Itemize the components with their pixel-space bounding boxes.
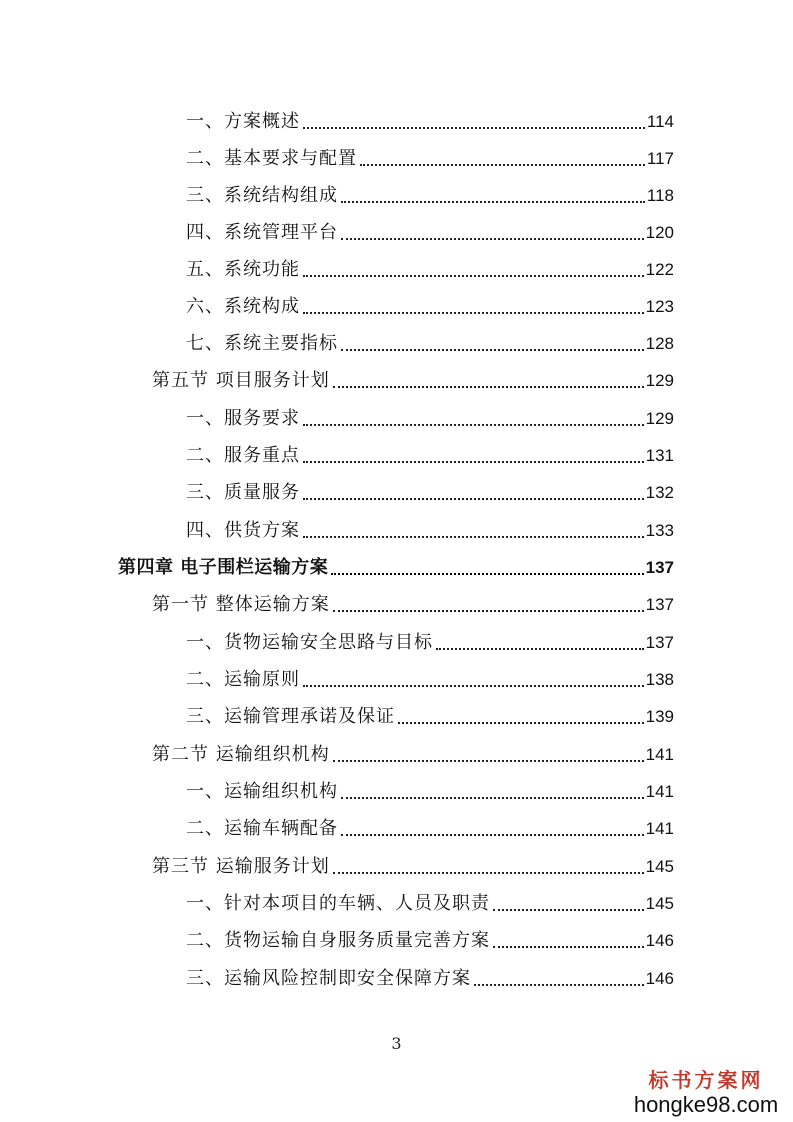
toc-entry-page: 123 [645, 297, 674, 316]
toc-entry-title: 二、运输原则 [186, 669, 300, 690]
dot-leader [341, 797, 644, 799]
toc-entry-title: 二、基本要求与配置 [186, 148, 357, 169]
toc-entry-page: 139 [645, 707, 674, 726]
toc-entry-title: 二、运输车辆配备 [186, 818, 338, 839]
dot-leader [333, 610, 644, 612]
toc-entry-chapter[interactable] [118, 549, 674, 579]
toc-entry-title: 七、系统主要指标 [186, 333, 338, 354]
toc-entry[interactable] [186, 437, 674, 467]
toc-entry-section[interactable] [152, 848, 674, 878]
toc-entry[interactable] [186, 103, 674, 133]
toc-entry[interactable] [186, 698, 674, 728]
site-watermark [631, 1068, 781, 1118]
toc-entry-page: 129 [645, 409, 674, 428]
dot-leader [341, 201, 645, 203]
toc-entry-title: 五、系统功能 [186, 259, 300, 280]
dot-leader [341, 238, 644, 240]
toc-entry-section[interactable] [152, 736, 674, 766]
toc-entry[interactable] [186, 885, 674, 915]
toc-entry-page: 141 [645, 819, 674, 838]
dot-leader [303, 685, 644, 687]
toc-entry-title: 一、货物运输安全思路与目标 [186, 632, 433, 653]
toc-entry-title: 一、方案概述 [186, 111, 300, 132]
toc-entry-title: 第二节 运输组织机构 [152, 744, 330, 765]
toc-entry[interactable] [186, 773, 674, 803]
toc-entry-title: 三、运输管理承诺及保证 [186, 706, 395, 727]
toc-entry-page: 145 [645, 894, 674, 913]
toc-entry[interactable] [186, 251, 674, 281]
dot-leader [303, 498, 644, 500]
dot-leader [341, 349, 644, 351]
toc-entry-title: 三、运输风险控制即安全保障方案 [186, 968, 471, 989]
toc-entry-page: 131 [645, 446, 674, 465]
toc-entry-title: 六、系统构成 [186, 296, 300, 317]
watermark-url: hongke98.com [633, 1092, 779, 1117]
toc-entry-page: 141 [645, 745, 674, 764]
toc-entry-page: 145 [645, 857, 674, 876]
toc-entry-title: 第三节 运输服务计划 [152, 856, 330, 877]
dot-leader [303, 127, 645, 129]
toc-entry-page: 132 [645, 483, 674, 502]
toc-entry-page: 141 [645, 782, 674, 801]
toc-entry-title: 三、系统结构组成 [186, 185, 338, 206]
toc-entry[interactable] [186, 512, 674, 542]
toc-entry[interactable] [186, 922, 674, 952]
dot-leader [331, 573, 643, 575]
toc-entry[interactable] [186, 140, 674, 170]
toc-entry-page: 128 [645, 334, 674, 353]
toc-entry-title: 一、运输组织机构 [186, 781, 338, 802]
toc-entry-page: 118 [646, 186, 674, 205]
dot-leader [303, 424, 644, 426]
toc-entry-title: 三、质量服务 [186, 482, 300, 503]
toc-entry[interactable] [186, 960, 674, 990]
toc-entry-title: 二、货物运输自身服务质量完善方案 [186, 930, 490, 951]
dot-leader [360, 164, 645, 166]
toc-entry-title: 第一节 整体运输方案 [152, 594, 330, 615]
toc-entry-page: 117 [646, 149, 674, 168]
toc-entry[interactable] [186, 325, 674, 355]
toc-entry[interactable] [186, 661, 674, 691]
toc-entry[interactable] [186, 624, 674, 654]
dot-leader [493, 946, 644, 948]
toc-entry-page: 133 [645, 521, 674, 540]
toc-entry-section[interactable] [152, 362, 674, 392]
toc-entry-page: 129 [645, 371, 674, 390]
toc-entry[interactable] [186, 288, 674, 318]
toc-entry[interactable] [186, 400, 674, 430]
toc-entry-page: 138 [645, 670, 674, 689]
dot-leader [341, 834, 644, 836]
toc-entry-page: 114 [646, 112, 674, 131]
toc-entry-page: 146 [645, 969, 674, 988]
dot-leader [474, 984, 644, 986]
dot-leader [398, 722, 644, 724]
dot-leader [333, 386, 644, 388]
dot-leader [436, 648, 644, 650]
toc-entry-title: 第五节 项目服务计划 [152, 370, 330, 391]
toc-entry-page: 122 [645, 260, 674, 279]
toc-entry[interactable] [186, 474, 674, 504]
toc-entry-page: 120 [645, 223, 674, 242]
toc-entry-title: 第四章 电子围栏运输方案 [118, 557, 329, 578]
dot-leader [333, 760, 644, 762]
dot-leader [333, 872, 644, 874]
toc-entry-page: 137 [645, 558, 674, 577]
toc-entry-page: 137 [645, 633, 674, 652]
dot-leader [493, 909, 644, 911]
toc-entry-page: 146 [645, 931, 674, 950]
toc-entry-title: 二、服务重点 [186, 445, 300, 466]
page-number: 3 [391, 1034, 402, 1053]
toc-entry-title: 四、供货方案 [186, 520, 300, 541]
dot-leader [303, 536, 644, 538]
toc-entry-title: 四、系统管理平台 [186, 222, 338, 243]
dot-leader [303, 312, 644, 314]
toc-entry[interactable] [186, 177, 674, 207]
dot-leader [303, 275, 644, 277]
watermark-chinese: 标书方案网 [648, 1068, 764, 1092]
toc-entry-title: 一、针对本项目的车辆、人员及职责 [186, 893, 490, 914]
toc-entry[interactable] [186, 810, 674, 840]
toc-entry-page: 137 [645, 595, 674, 614]
dot-leader [303, 461, 644, 463]
toc-entry-section[interactable] [152, 586, 674, 616]
toc-entry-title: 一、服务要求 [186, 408, 300, 429]
toc-entry[interactable] [186, 214, 674, 244]
